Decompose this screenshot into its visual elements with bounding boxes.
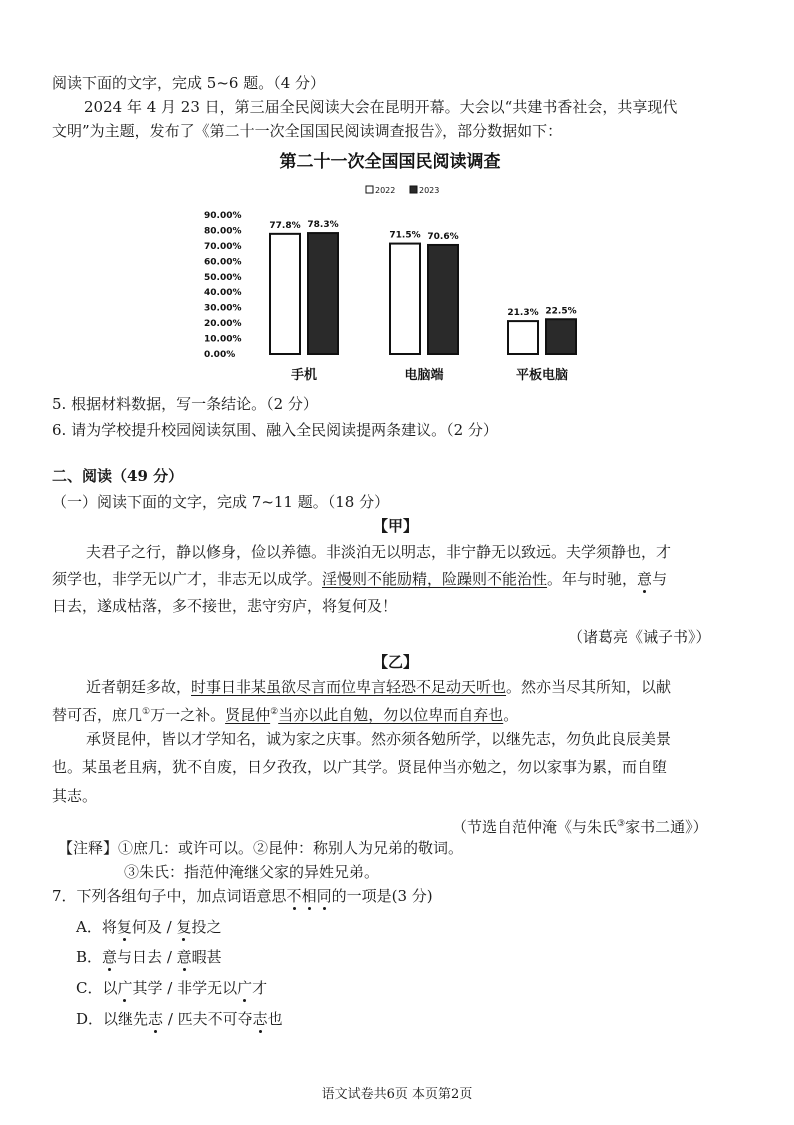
task-intro: 阅读下面的文字，完成 5~6 题。（4 分）	[52, 74, 326, 92]
option-a-prefix: A．将	[76, 918, 117, 936]
option-a-emph-1: 复	[116, 918, 132, 936]
yi-source-end: 家书二通》）	[625, 818, 708, 836]
option-c-emph-2: 广	[237, 979, 253, 997]
data-label: 71.5%	[389, 230, 421, 241]
option-b-emph-1: 意	[102, 948, 118, 966]
x-category-label: 电脑端	[404, 368, 444, 383]
yi-line-1-text: 近者朝廷多故，	[86, 678, 192, 696]
section-heading: 二、阅读（49 分）	[52, 467, 184, 485]
bar-chart-svg	[180, 147, 600, 387]
y-tick-label: 90.00%	[204, 211, 242, 221]
x-category-label: 平板电脑	[515, 368, 569, 383]
jia-line-3: 日去，遂成枯落，多不接世，悲守穷庐，将复何及！	[52, 597, 398, 615]
intro-line-1: 2024 年 4 月 23 日，第三届全民阅读大会在昆明开幕。大会以“共建书香社会，共享现代	[84, 98, 678, 116]
legend-label-2023: 2023	[419, 186, 440, 195]
question-7	[52, 886, 433, 907]
q7-text-end: 的一项是(3 分)	[331, 887, 433, 905]
x-category-label: 手机	[290, 368, 318, 383]
yi-line-2-text: 替可否，庶几	[52, 706, 143, 724]
jia-emphasis-char: 意	[637, 570, 653, 588]
y-tick-label: 50.00%	[204, 272, 242, 283]
footnote-3-marker: ③	[617, 819, 626, 829]
q7-text: 7．下列各组句子中，加点词语意思	[52, 887, 287, 905]
option-b-end: 暇甚	[191, 948, 222, 966]
q7-emph-bu: 不	[286, 887, 302, 905]
y-tick-label: 10.00%	[204, 334, 242, 345]
chart-title: 第二十一次全国国民阅读调查	[279, 152, 501, 172]
option-b	[76, 947, 222, 968]
option-c-end: 才	[252, 979, 268, 997]
option-b-emph-2: 意	[176, 948, 192, 966]
data-label: 70.6%	[427, 231, 459, 242]
option-b-mid: 与日去 /	[117, 948, 177, 966]
option-d-end: 也	[267, 1010, 283, 1028]
footnote-1-marker: ①	[142, 707, 151, 717]
jia-line-1: 夫君子之行，静以修身，俭以养德。非淡泊无以明志，非宁静无以致远。夫学须静也，才	[86, 543, 672, 561]
yi-underlined-sentence-2b: 当亦以此自勉，勿以位卑而自弃也	[278, 706, 504, 724]
y-tick-label: 0.00%	[204, 350, 236, 360]
q7-emph-tong: 同	[316, 887, 332, 905]
page-footer: 语文试卷共6页 本页第2页	[321, 1087, 473, 1102]
data-label: 22.5%	[545, 306, 577, 317]
bar-手机-2023	[308, 233, 338, 354]
jia-underlined-sentence: 淫慢则不能励精，险躁则不能治性	[322, 570, 548, 588]
data-label: 77.8%	[269, 220, 301, 231]
yi-line-1-end: 。然亦当尽其所知，以献	[506, 678, 672, 696]
bar-电脑端-2022	[390, 244, 420, 354]
question-6: 6. 请为学校提升校园阅读氛围、融入全民阅读提两条建议。（2 分）	[52, 421, 498, 439]
option-a-emph-2: 复	[176, 918, 192, 936]
bar-平板电脑-2022	[508, 321, 538, 354]
bar-电脑端-2023	[428, 245, 458, 354]
jia-line-2-end: 与	[652, 570, 668, 588]
legend-swatch-2022	[366, 186, 373, 193]
jia-line-2-text: 须学也，非学无以广才，非志无以成学。	[52, 570, 323, 588]
y-tick-label: 40.00%	[204, 288, 242, 299]
y-tick-label: 60.00%	[204, 257, 242, 268]
bar-平板电脑-2023	[546, 319, 576, 354]
option-c-emph-1: 广	[117, 979, 133, 997]
option-a-mid: 何及 /	[131, 918, 177, 936]
jia-line-2	[52, 569, 667, 590]
q7-emph-xiang: 相	[301, 887, 317, 905]
option-d-emph-1: 志	[148, 1010, 164, 1028]
legend-swatch-2023	[410, 186, 417, 193]
y-tick-label: 70.00%	[204, 241, 242, 252]
passage-jia-title: 【甲】	[373, 517, 419, 535]
yi-underlined-sentence-1: 时事日非某虽欲尽言而位卑言轻恐不足动天听也	[191, 678, 507, 696]
y-tick-label: 30.00%	[204, 303, 242, 314]
yi-line-1	[86, 677, 671, 698]
footnote-2-marker: ②	[270, 707, 279, 717]
data-label: 78.3%	[307, 220, 339, 231]
intro-line-2: 文明”为主题，发布了《第二十一次全国国民阅读调查报告》，部分数据如下：	[52, 122, 563, 140]
jia-line-2-text-b: 。年与时驰，	[547, 570, 638, 588]
jia-source: （诸葛亮《诫子书》）	[568, 628, 711, 646]
yi-source-text: （节选自范仲淹《与朱氏	[452, 818, 618, 836]
option-d	[76, 1009, 283, 1030]
bar-手机-2022	[270, 234, 300, 354]
option-b-prefix: B．	[76, 948, 103, 966]
yi-line-2	[52, 702, 518, 726]
option-c	[76, 978, 267, 999]
notes-line-2: ③朱氏：指范仲淹继父家的异姓兄弟。	[124, 863, 380, 881]
yi-para2-line-1: 承贤昆仲，皆以才学知名，诚为家之庆事。然亦须各勉所学，以继先志，勿负此良辰美景	[86, 730, 672, 748]
yi-para2-line-3: 其志。	[52, 787, 98, 805]
option-d-prefix: D．以继先	[76, 1010, 149, 1028]
option-c-mid: 其学 / 非学无以	[132, 979, 238, 997]
option-c-prefix: C．以	[76, 979, 118, 997]
yi-underlined-sentence-2a: 贤昆仲	[225, 706, 271, 724]
reading-survey-chart	[180, 147, 600, 387]
yi-para2-line-2: 也。某虽老且病，犹不自废，日夕孜孜，以广其学。贤昆仲当亦勉之，勿以家事为累，而自堕	[52, 758, 668, 776]
yi-line-2-text-b: 万一之补。	[150, 706, 226, 724]
y-tick-label: 80.00%	[204, 226, 242, 237]
yi-line-2-end: 。	[503, 706, 519, 724]
passage-yi-title: 【乙】	[373, 653, 419, 671]
notes-line-1: 【注释】①庶几：或许可以。②昆仲：称别人为兄弟的敬词。	[58, 839, 464, 857]
part-heading: （一）阅读下面的文字，完成 7~11 题。（18 分）	[52, 493, 390, 511]
option-a-end: 投之	[191, 918, 222, 936]
data-label: 21.3%	[507, 308, 539, 319]
option-d-mid: / 匹夫不可夺	[163, 1010, 253, 1028]
yi-source	[452, 814, 708, 838]
option-d-emph-2: 志	[252, 1010, 268, 1028]
legend-label-2022: 2022	[375, 186, 396, 195]
question-5: 5. 根据材料数据，写一条结论。（2 分）	[52, 395, 318, 413]
option-a	[76, 917, 221, 938]
y-tick-label: 20.00%	[204, 319, 242, 330]
